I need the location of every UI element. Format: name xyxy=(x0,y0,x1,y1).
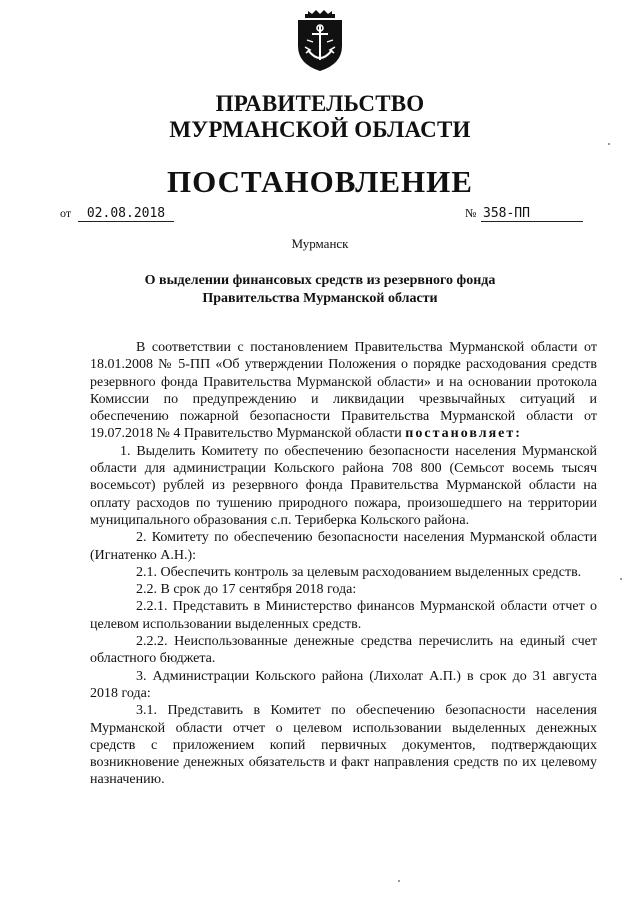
government-name-line2: МУРМАНСКОЙ ОБЛАСТИ xyxy=(169,117,471,142)
city-name: Мурманск xyxy=(291,236,349,251)
scan-speck xyxy=(620,578,622,580)
document-date: 02.08.2018 xyxy=(78,206,174,222)
scan-speck xyxy=(608,143,610,145)
paragraph-2-2-2: 2.2.2. Неиспользованные денежные средства перечислить на единый счет областного бюджета. xyxy=(90,634,597,667)
paragraph-intro xyxy=(90,339,597,443)
paragraph-2-2: 2.2. В срок до 17 сентября 2018 года: xyxy=(136,582,357,598)
document-title-line1: О выделении финансовых средств из резервного фонда xyxy=(144,273,496,288)
scan-speck xyxy=(398,880,400,882)
intro-verb: постановляет: xyxy=(405,426,522,442)
document-title-line2: Правительства Мурманской области xyxy=(202,291,438,306)
paragraph-2-1: 2.1. Обеспечить контроль за целевым расходованием выделенных средств. xyxy=(136,564,582,580)
paragraph-2-2-1: 2.2.1. Представить в Министерство финансов Мурманской области отчет о целевом использовании выделенных средств. xyxy=(90,599,597,632)
coat-of-arms-icon xyxy=(295,10,345,72)
paragraph-2: 2. Комитету по обеспечению безопасности населения Мурманской области (Игнатенко А.Н.): xyxy=(90,530,597,563)
document-type-heading: ПОСТАНОВЛЕНИЕ xyxy=(167,164,473,199)
document-body xyxy=(90,339,597,789)
paragraph-1: 1. Выделить Комитету по обеспечению безопасности населения Мурманской области для администрации Кольского района 708 800 (Семьсот восемь тысяч восемьсот) рублей из резервного фонда Правительства Мурманской области на оплату расходов по тушению природного пожара, произошедшего на территории муниципального образования с.п. Териберка Кольского района. xyxy=(90,443,597,528)
government-name-line1: ПРАВИТЕЛЬСТВО xyxy=(215,91,425,116)
paragraph-3: 3. Администрации Кольского района (Лихолат А.П.) в срок до 31 августа 2018 года: xyxy=(90,668,597,701)
document-number: 358-ПП xyxy=(481,206,583,222)
date-prefix: от xyxy=(60,206,72,220)
intro-text: В соответствии с постановлением Правительства Мурманской области от 18.01.2008 № 5-ПП «Об утверждении Положения о порядке расходования средств резервного фонда Правительства Мурманской области» и на основании протокола Комиссии по предупреждению и ликвидации чрезвычайных ситуаций и обеспечению пожарной безопасности Правительства Мурманской области от 19.07.2018 № 4 Правительство Мурманской области xyxy=(90,340,597,442)
paragraph-3-1: 3.1. Представить в Комитет по обеспечению безопасности населения Мурманской области отчет о целевом использовании выделенных денежных средств с приложением копий первичных документов, подтверждающих возникновение денежных обязательств и факт направления средств по их целевому назначению. xyxy=(90,703,597,788)
number-prefix: № xyxy=(465,206,477,220)
